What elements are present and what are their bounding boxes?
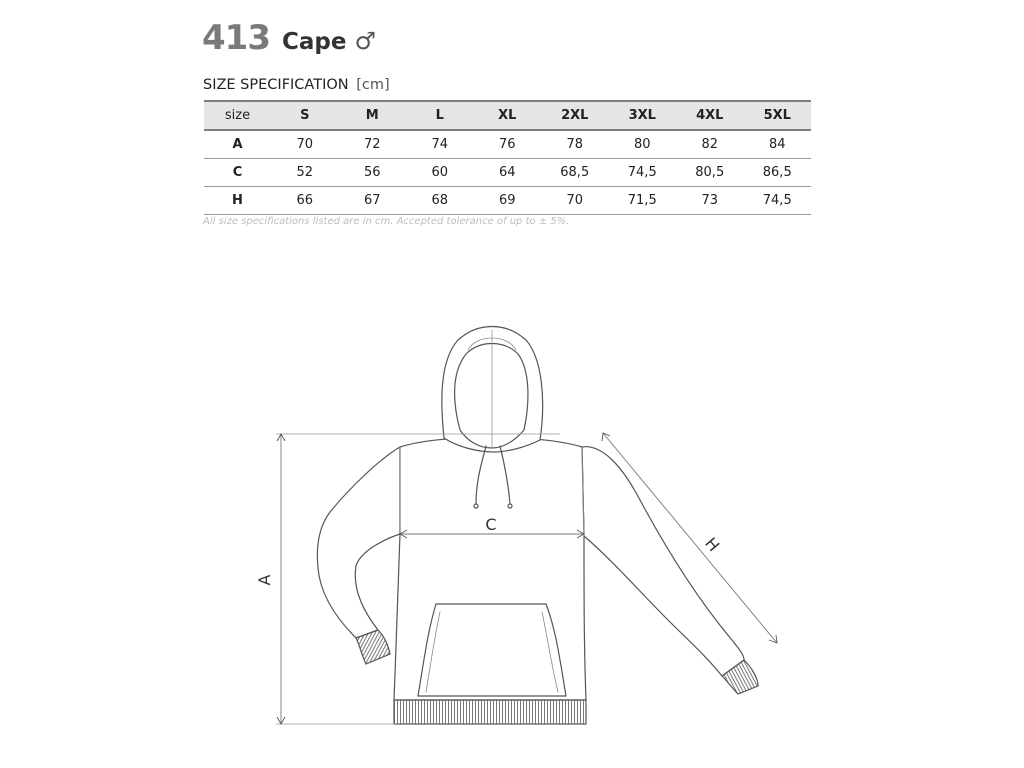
model-number: 413 xyxy=(202,18,270,58)
table-cell: 52 xyxy=(271,159,339,187)
table-cell: 82 xyxy=(676,130,744,159)
table-cell: 84 xyxy=(744,130,812,159)
measurement-label-a: A xyxy=(255,574,274,586)
table-cell: 60 xyxy=(406,159,474,187)
left-sleeve xyxy=(317,447,400,638)
table-cell: 70 xyxy=(271,130,339,159)
table-cell: 74 xyxy=(406,130,474,159)
size-header-cell: 5XL xyxy=(744,101,812,130)
size-header-cell: S xyxy=(271,101,339,130)
tolerance-note: All size specifications listed are in cm. Accepted tolerance of up to ± 5%. xyxy=(203,216,570,227)
table-cell: 69 xyxy=(474,187,542,215)
size-header-cell: 4XL xyxy=(676,101,744,130)
size-header-cell: 2XL xyxy=(541,101,609,130)
table-cell: 68 xyxy=(406,187,474,215)
table-cell: 66 xyxy=(271,187,339,215)
table-cell: 72 xyxy=(339,130,407,159)
right-sleeve xyxy=(582,447,744,676)
kangaroo-pocket xyxy=(418,604,566,696)
size-specification-label: SIZE SPECIFICATION xyxy=(203,77,349,93)
hood-opening xyxy=(455,344,528,449)
table-cell: 68,5 xyxy=(541,159,609,187)
waistband-rib xyxy=(394,700,586,724)
table-cell: 73 xyxy=(676,187,744,215)
measurement-label: C xyxy=(204,159,271,187)
model-name: Cape xyxy=(281,29,347,55)
size-column-header: size xyxy=(204,101,271,130)
table-cell: 71,5 xyxy=(609,187,677,215)
size-header-cell: XL xyxy=(474,101,542,130)
measurement-label: H xyxy=(204,187,271,215)
measurement-label-c: C xyxy=(485,515,497,534)
size-header-cell: 3XL xyxy=(609,101,677,130)
table-cell: 80,5 xyxy=(676,159,744,187)
male-symbol-icon: ♂ xyxy=(354,27,376,55)
measurement-label: A xyxy=(204,130,271,159)
size-header-cell: L xyxy=(406,101,474,130)
table-cell: 76 xyxy=(474,130,542,159)
size-specification-unit: [cm] xyxy=(356,77,390,93)
table-cell: 67 xyxy=(339,187,407,215)
size-header-cell: M xyxy=(339,101,407,130)
measurement-label-h: H xyxy=(701,533,724,556)
table-cell: 78 xyxy=(541,130,609,159)
table-cell: 70 xyxy=(541,187,609,215)
table-cell: 86,5 xyxy=(744,159,812,187)
table-cell: 64 xyxy=(474,159,542,187)
table-cell: 56 xyxy=(339,159,407,187)
table-cell: 74,5 xyxy=(744,187,812,215)
table-cell: 80 xyxy=(609,130,677,159)
table-cell: 74,5 xyxy=(609,159,677,187)
